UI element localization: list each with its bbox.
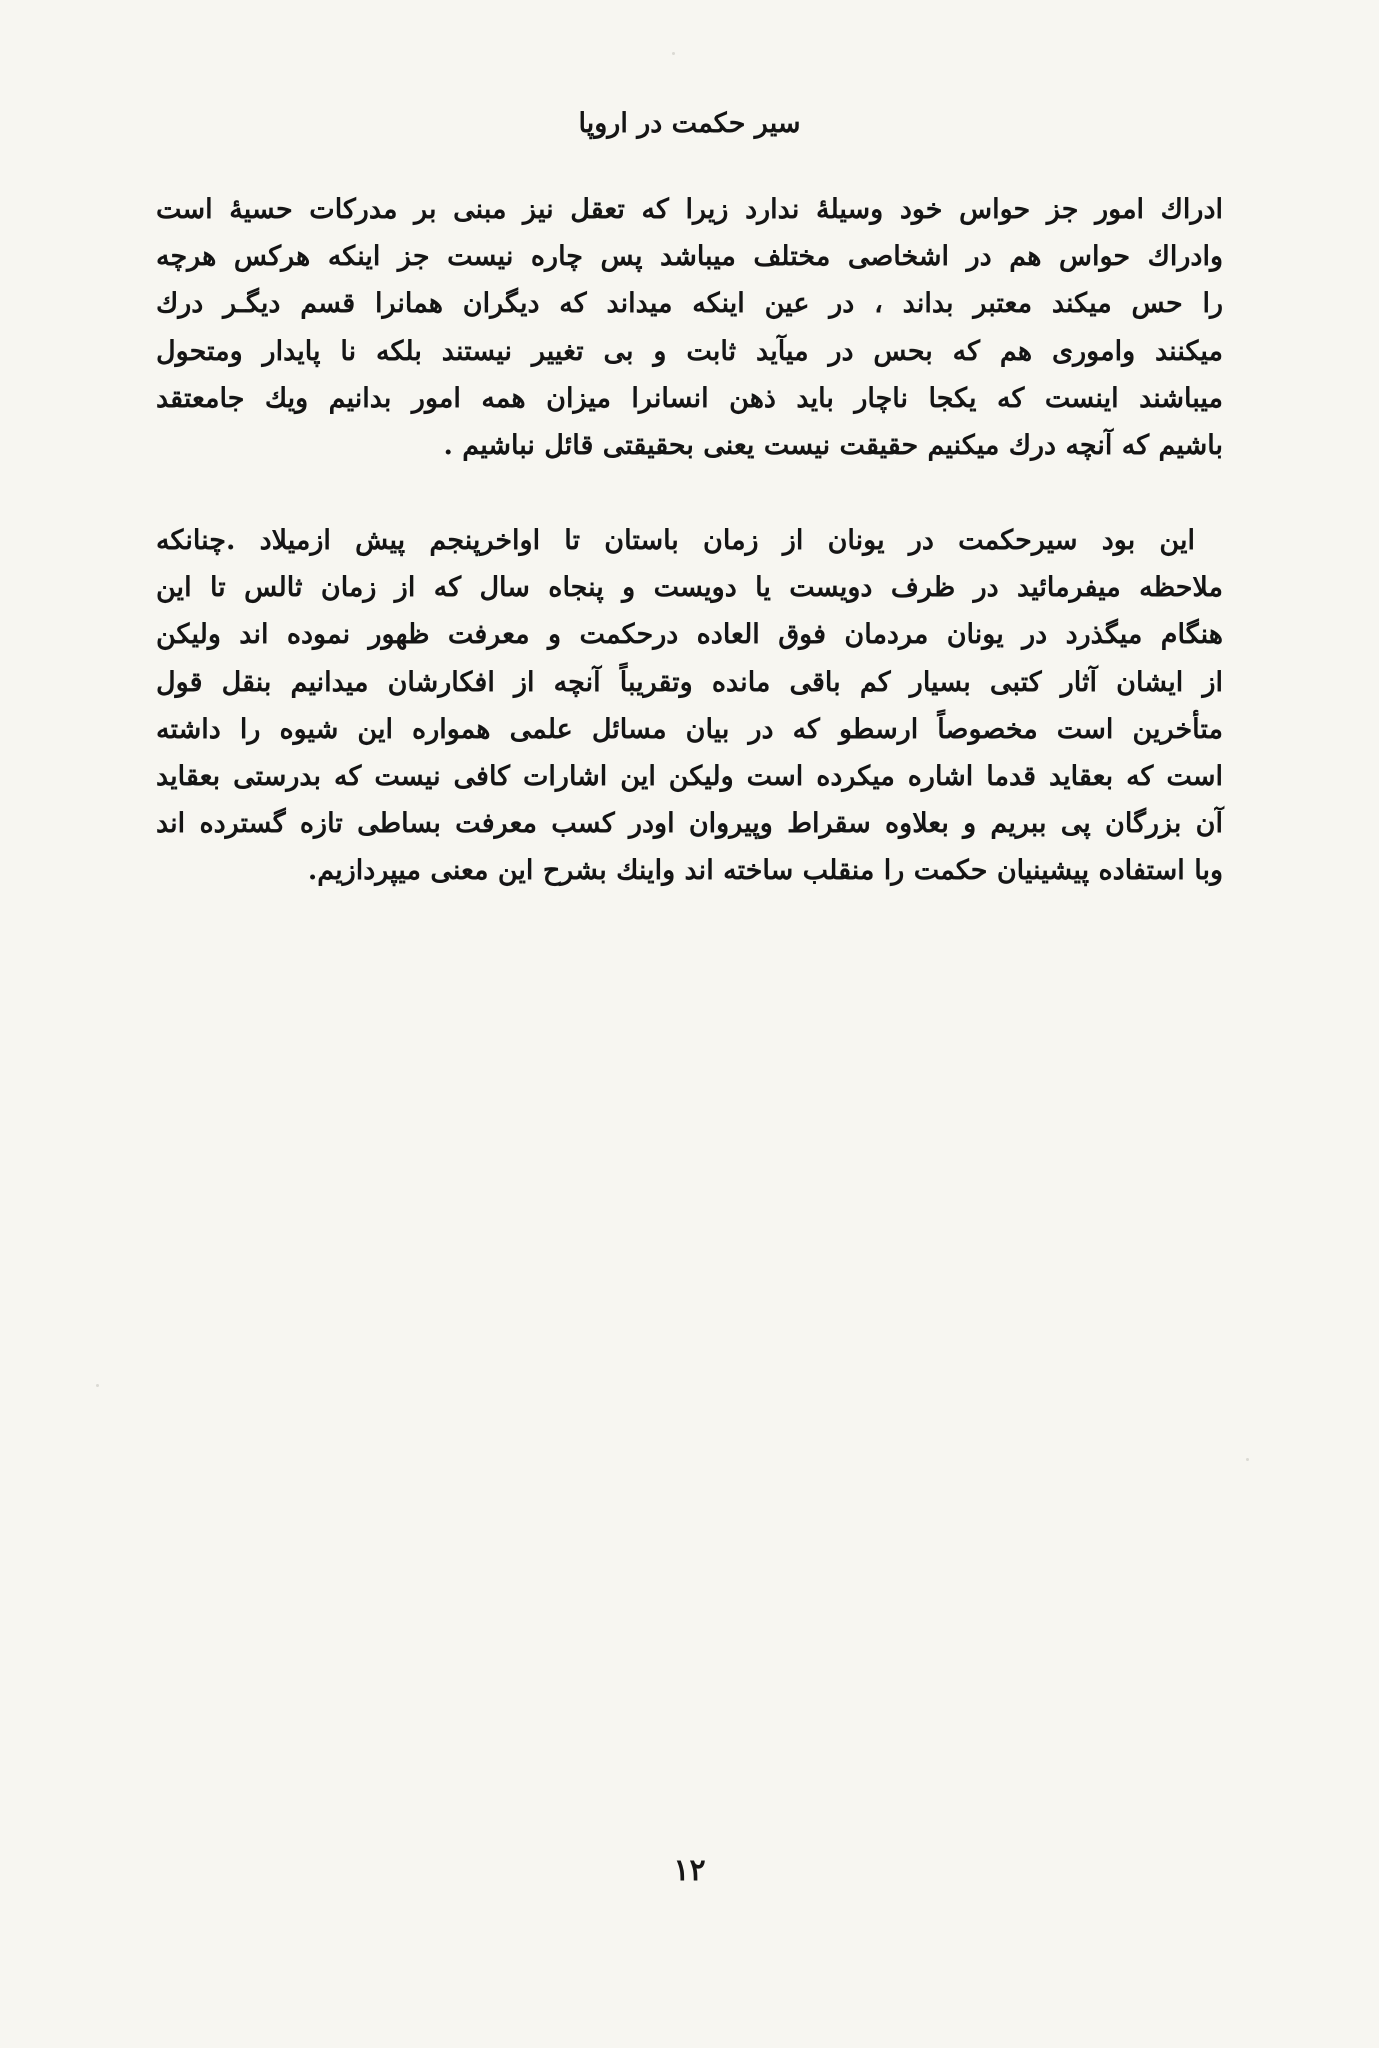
text-line: از ایشان آثار کتبی بسیار کم باقی مانده وتقریباً آنچه از افکارشان میدانیم بنقل قول bbox=[156, 666, 1223, 698]
text-line: وادراك حواس هم در اشخاصی مختلف میباشد پس چاره نیست جز اینکه هرکس هرچه bbox=[156, 241, 1223, 273]
text-line: هنگام میگذرد در یونان مردمان فوق العاده درحکمت و معرفت ظهور نموده اند ولیکن bbox=[156, 619, 1223, 651]
text-line: میکنند واموری هم که بحس در میآید ثابت و بی تغییر نیستند بلکه نا پایدار ومتحول bbox=[156, 335, 1224, 367]
paper-speck bbox=[96, 1384, 99, 1387]
paragraph-1 bbox=[156, 186, 1223, 469]
running-header: سیر حکمت در اروپا bbox=[578, 108, 801, 139]
text-line: را حس میکند معتبر بداند ، در عین اینکه میداند که دیگران همانرا قسم دیگـر درك bbox=[156, 288, 1223, 320]
text-line: این بود سیرحکمت در یونان از زمان باستان تا اواخرپنجم پیش ازمیلاد .چنانکه bbox=[156, 525, 1195, 556]
paragraph-2 bbox=[156, 517, 1223, 895]
paper-speck bbox=[1246, 1458, 1249, 1461]
text-line: آن بزرگان پی ببریم و بعلاوه سقراط وپیروان اودر کسب معرفت بساطی تازه گسترده اند bbox=[156, 808, 1223, 840]
text-line: متأخرین است مخصوصاً ارسطو که در بیان مسائل علمی همواره این شیوه را داشته bbox=[156, 713, 1223, 745]
text-line: است که بعقاید قدما اشاره میکرده است ولیکن این اشارات کافی نیست که بدرستی بعقاید bbox=[156, 760, 1223, 792]
text-line: باشیم که آنچه درك میکنیم حقیقت نیست یعنی بحقیقتی قائل نباشیم . bbox=[443, 429, 1223, 461]
text-line: ملاحظه میفرمائید در ظرف دویست یا دویست و پنجاه سال که از زمان ثالس تا این bbox=[156, 572, 1223, 604]
paper-speck bbox=[672, 52, 675, 55]
text-line: میباشند اینست که یکجا ناچار باید ذهن انسانرا میزان همه امور بدانیم ویك جامعتقد bbox=[156, 382, 1223, 414]
text-line: ادراك امور جز حواس خود وسیلهٔ ندارد زیرا که تعقل نیز مبنی بر مدرکات حسیهٔ است bbox=[156, 194, 1223, 225]
text-line: وبا استفاده پیشینیان حکمت را منقلب ساخته اند واینك بشرح این معنی میپردازیم. bbox=[307, 855, 1223, 887]
page-number: ۱۲ bbox=[673, 1853, 706, 1888]
